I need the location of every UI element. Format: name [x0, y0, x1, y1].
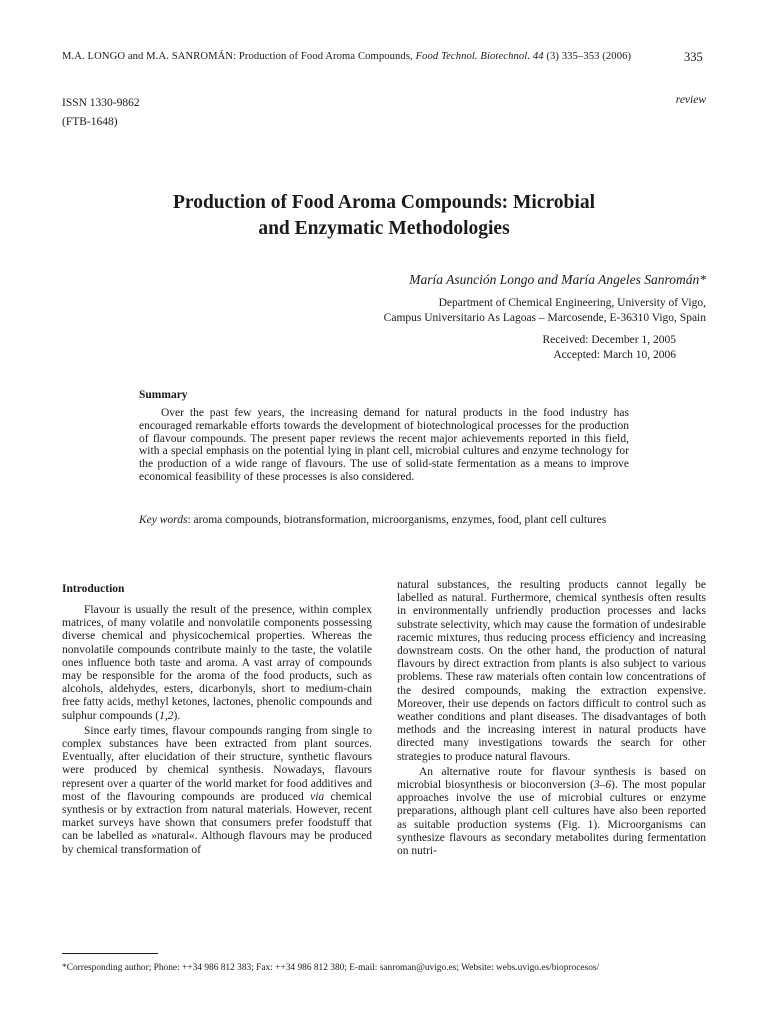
- article-code: (FTB-1648): [62, 116, 118, 128]
- citation: 3–6: [593, 779, 612, 792]
- keywords: [139, 514, 629, 528]
- footnote-rule: [62, 953, 158, 954]
- title-line: Production of Food Aroma Compounds: Microbial: [173, 192, 595, 213]
- paragraph: [62, 725, 372, 857]
- right-column: [397, 579, 706, 860]
- introduction-heading: Introduction: [62, 583, 125, 595]
- paragraph: [62, 604, 372, 723]
- issn: ISSN 1330-9862: [62, 97, 140, 109]
- accepted-date: Accepted: March 10, 2006: [553, 348, 676, 361]
- footnote: *Corresponding author; Phone: ++34 986 812 383; Fax: ++34 986 812 380; E-mail: sanroman@uvigo.es; Website: webs.uvigo.es/bioprocesos/: [62, 963, 600, 973]
- affiliation-line: Campus Universitario As Lagoas – Marcosende, E-36310 Vigo, Spain: [383, 312, 706, 324]
- paragraph: natural substances, the resulting products cannot legally be labelled as natural. Furthermore, chemical synthesis often results in environmentally unfriendly production processes and lacks substrate selectivity, which may cause the formation of undesirable racemic mixtures, thus reducing process efficiency and increasing downstream costs. On the other hand, the production of natural flavours by direct extraction from plants is also subject to various problems. These raw materials often contain low concentrations of the desired compounds, making the extraction expensive. Moreover, their use depends on factors difficult to control such as weather conditions and plant diseases. The disadvantages of both methods and the increasing interest in natural products have directed many investigations towards the search for other strategies to produce natural flavours.: [397, 579, 706, 763]
- running-head-authors: M.A. LONGO and M.A. SANROMÁN: Production of Food Aroma Compounds,: [62, 51, 416, 62]
- article-type: review: [675, 94, 706, 106]
- citation: 1,2: [159, 709, 174, 722]
- running-head: [62, 51, 631, 62]
- affiliation: [250, 296, 706, 326]
- page-number: 335: [684, 50, 703, 64]
- paragraph-text: ). The most popular approaches involve the use of microbial cultures or enzyme preparations, although plant cell cultures have also been reported as suitable production systems (Fig. 1). Microorganisms can synthesize flavours as secondary metabolites during fermentation on nutri-: [397, 779, 706, 858]
- paragraph: [397, 766, 706, 858]
- paper-title: [62, 190, 706, 242]
- left-column: [62, 604, 372, 859]
- paragraph-text: An alternative route for flavour synthesis is based on microbial biosynthesis or bioconversion (: [397, 765, 706, 792]
- dates: [420, 333, 676, 362]
- paragraph-text: Flavour is usually the result of the presence, within complex matrices, of many volatile and nonvolatile components possessing diverse chemical and physicochemical properties. Whereas the nonvolatile compounds contribute mainly to the taste, the volatile ones influence both taste and aroma. A vast array of compounds may be responsible for the aroma of the food products, such as alcohols, aldehydes, esters, dicarbonyls, short to medium-chain free fatty acids, methyl ketones, lactones, phenolic compounds and sulphur compounds (: [62, 604, 372, 722]
- paragraph-text: chemical synthesis or by extraction from natural materials. However, recent market surveys have shown that consumers prefer foodstuff that can be labelled as »natural«. Although flavours may be produced by chemical transformation of: [62, 790, 372, 856]
- summary-heading: Summary: [139, 389, 188, 401]
- keywords-text: : aroma compounds, biotransformation, microorganisms, enzymes, food, plant cell cultures: [187, 514, 607, 526]
- title-line: and Enzymatic Methodologies: [258, 218, 510, 239]
- affiliation-line: Department of Chemical Engineering, University of Vigo,: [438, 297, 706, 309]
- emphasis: via: [310, 790, 325, 803]
- journal-issue: (3) 335–353 (2006): [543, 51, 632, 62]
- summary-text: Over the past few years, the increasing demand for natural products in the food industry has encouraged remarkable efforts towards the development of biotechnological processes for the production of flavour compounds. The present paper reviews the recent major achievements reported in this field, with a special emphasis on the potential lying in plant cell, microbial cultures and enzyme technology for the production of a wide range of flavours. The use of solid-state fermentation as a means to improve economical feasibility of these processes is also considered.: [139, 407, 629, 483]
- article-meta: [62, 94, 140, 132]
- authors: María Asunción Longo and María Angeles Sanromán*: [409, 272, 706, 287]
- paragraph-text: Since early times, flavour compounds ranging from single to complex substances have been extracted from plant sources. Eventually, after elucidation of their structure, synthetic flavours were produced by chemical synthesis. Nowadays, flavours represent over a quarter of the world market for food additives and most of the flavouring compounds are produced: [62, 724, 372, 803]
- keywords-label: Key words: [139, 514, 188, 526]
- paragraph-text: ).: [173, 709, 181, 722]
- received-date: Received: December 1, 2005: [542, 334, 676, 346]
- journal-name: Food Technol. Biotechnol. 44: [415, 51, 544, 62]
